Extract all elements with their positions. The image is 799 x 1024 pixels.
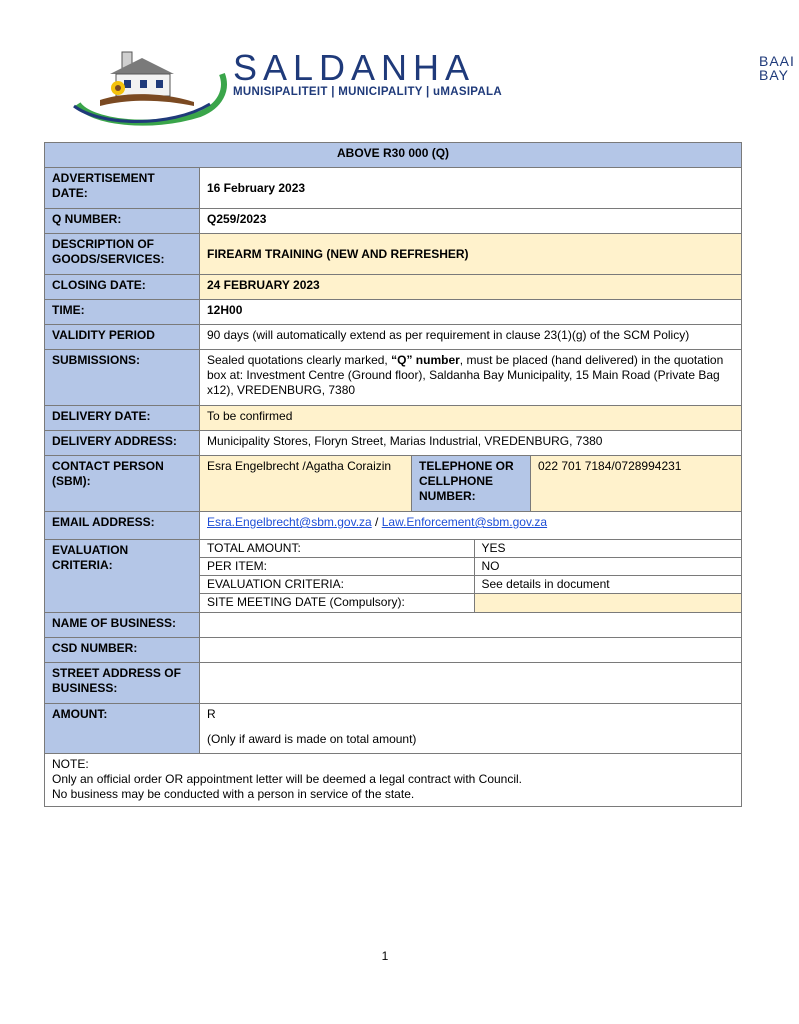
street-address-label: STREET ADDRESS OF BUSINESS: <box>45 662 200 703</box>
email-label: EMAIL ADDRESS: <box>45 512 200 540</box>
q-number-value: Q259/2023 <box>200 209 742 234</box>
evaluation-value: NO <box>474 558 741 576</box>
q-number-label: Q NUMBER: <box>45 209 200 234</box>
delivery-date-value: To be confirmed <box>200 406 742 431</box>
quotation-form-table <box>44 142 742 807</box>
email-link-esra[interactable]: Esra.Engelbrecht@sbm.gov.za <box>207 515 372 529</box>
note-line-contract: Only an official order OR appointment letter will be deemed a legal contract with Council. <box>52 771 523 786</box>
email-separator: / <box>371 515 382 529</box>
closing-date-value: 24 FEBRUARY 2023 <box>200 275 742 300</box>
description-value: FIREARM TRAINING (NEW AND REFRESHER) <box>200 234 742 275</box>
evaluation-row <box>200 576 741 594</box>
brand-name: SALDANHA <box>233 47 476 88</box>
evaluation-criteria-label: EVALUATION CRITERIA: <box>45 540 200 613</box>
evaluation-value: YES <box>474 540 741 558</box>
evaluation-criteria-table <box>200 540 741 612</box>
submissions-text-bold: “Q” number <box>391 353 460 367</box>
email-link-law-enforcement[interactable]: Law.Enforcement@sbm.gov.za <box>381 515 548 529</box>
evaluation-row <box>200 594 741 612</box>
advertisement-date-label: ADVERTISEMENT DATE: <box>45 168 200 209</box>
municipality-logo <box>70 44 230 126</box>
csd-number-label: CSD NUMBER: <box>45 637 200 662</box>
submissions-text-before: Sealed quotations clearly marked, <box>207 353 392 367</box>
closing-date-label: CLOSING DATE: <box>45 275 200 300</box>
telephone-label: TELEPHONE OR CELLPHONE NUMBER: <box>412 456 531 512</box>
evaluation-key: TOTAL AMOUNT: <box>207 541 301 555</box>
evaluation-value <box>474 594 741 612</box>
evaluation-criteria-cell <box>200 540 742 613</box>
evaluation-key: EVALUATION CRITERIA: <box>207 577 344 591</box>
contact-person-value: Esra Engelbrecht /Agatha Coraizin <box>200 456 412 512</box>
amount-currency: R <box>207 706 216 721</box>
amount-field[interactable] <box>200 703 742 753</box>
delivery-date-label: DELIVERY DATE: <box>45 406 200 431</box>
brand-baai-bay <box>759 54 799 82</box>
note-line-state: No business may be conducted with a person in service of the state. <box>52 786 415 801</box>
description-label: DESCRIPTION OF GOODS/SERVICES: <box>45 234 200 275</box>
evaluation-key: PER ITEM: <box>207 559 268 573</box>
time-value: 12H00 <box>200 300 742 325</box>
street-address-field[interactable] <box>200 662 742 703</box>
amount-label: AMOUNT: <box>45 703 200 753</box>
submissions-label: SUBMISSIONS: <box>45 350 200 406</box>
validity-label: VALIDITY PERIOD <box>45 325 200 350</box>
amount-note: (Only if award is made on total amount) <box>207 731 417 746</box>
evaluation-key: SITE MEETING DATE (Compulsory): <box>207 595 405 609</box>
submissions-text-after: , must be placed (hand delivered) in the quotation box at: Investment Centre (Ground floor), Saldanha Bay Municipality, 15 Main Road (Private Bag x12), VREDENBURG, 7380 <box>207 353 724 397</box>
advertisement-date-value: 16 February 2023 <box>200 168 742 209</box>
evaluation-row <box>200 558 741 576</box>
time-label: TIME: <box>45 300 200 325</box>
brand-baai: BAAI <box>759 53 795 69</box>
note-cell <box>45 753 742 806</box>
telephone-value: 022 701 7184/0728994231 <box>531 456 742 512</box>
page-number: 1 <box>381 949 389 963</box>
csd-number-field[interactable] <box>200 637 742 662</box>
business-name-field[interactable] <box>200 612 742 637</box>
brand-bay: BAY <box>759 67 789 83</box>
contact-person-label: CONTACT PERSON (SBM): <box>45 456 200 512</box>
evaluation-value: See details in document <box>474 576 741 594</box>
business-name-label: NAME OF BUSINESS: <box>45 612 200 637</box>
brand-block <box>233 47 795 98</box>
submissions-value <box>200 350 742 406</box>
delivery-address-label: DELIVERY ADDRESS: <box>45 431 200 456</box>
form-title: ABOVE R30 000 (Q) <box>45 143 742 168</box>
brand-subtitle: MUNISIPALITEIT | MUNICIPALITY | uMASIPALA <box>233 86 502 98</box>
validity-value: 90 days (will automatically extend as per requirement in clause 23(1)(g) of the SCM Policy) <box>200 325 742 350</box>
email-value <box>200 512 742 540</box>
delivery-address-value: Municipality Stores, Floryn Street, Marias Industrial, VREDENBURG, 7380 <box>200 431 742 456</box>
evaluation-row <box>200 540 741 558</box>
note-heading: NOTE: <box>52 756 89 771</box>
page-header <box>0 0 795 130</box>
